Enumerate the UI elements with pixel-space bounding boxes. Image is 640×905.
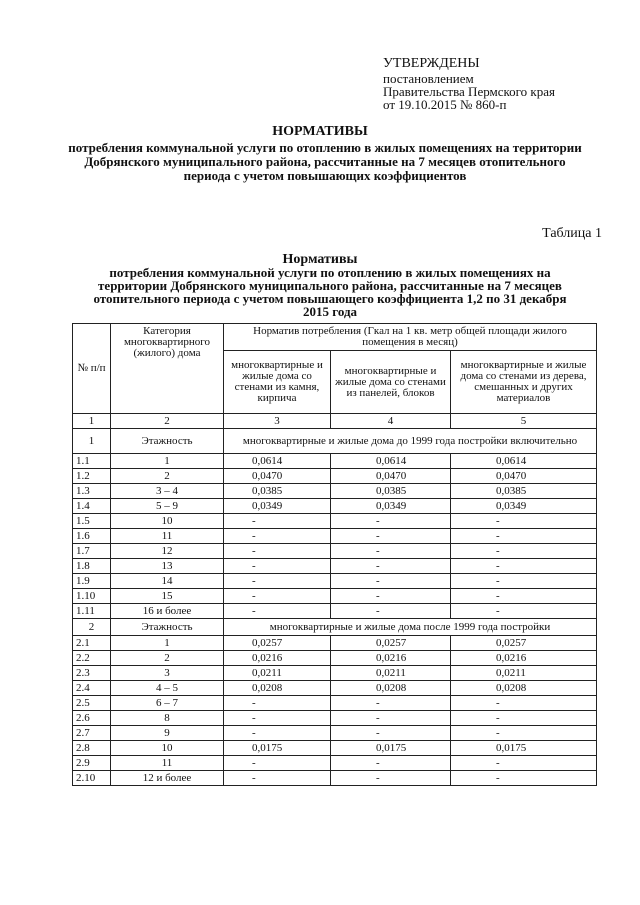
row-value-panel: 0,0470: [331, 469, 451, 484]
row-value-wood: -: [451, 574, 597, 589]
row-category: 1: [111, 636, 224, 651]
row-num: 2.5: [73, 696, 111, 711]
row-value-wood: -: [451, 514, 597, 529]
row-value-panel: -: [331, 529, 451, 544]
row-value-wood: -: [451, 529, 597, 544]
main-subtitle: потребления коммунальной услуги по отоплению в жилых помещениях на территории Добрянского муниципального района, рассчитанные на 7 месяцев отопительного периода с учетом повышающих коэффициентов: [68, 140, 582, 183]
table-row: [73, 514, 597, 529]
row-value-wood: -: [451, 726, 597, 741]
table-number: Таблица 1: [542, 226, 602, 241]
row-value-stone: -: [224, 529, 331, 544]
row-value-panel: 0,0349: [331, 499, 451, 514]
table-row: [73, 771, 597, 786]
row-category: 2: [111, 469, 224, 484]
row-category: 12 и более: [111, 771, 224, 786]
row-category: 8: [111, 711, 224, 726]
row-num: 1.8: [73, 559, 111, 574]
approval-line-1: УТВЕРЖДЕНЫ: [383, 56, 480, 71]
col-number: 1: [73, 414, 111, 429]
row-category: 16 и более: [111, 604, 224, 619]
row-value-stone: 0,0211: [224, 666, 331, 681]
row-value-wood: 0,0211: [451, 666, 597, 681]
approval-block: [383, 56, 555, 111]
row-value-panel: 0,0211: [331, 666, 451, 681]
row-value-stone: 0,0216: [224, 651, 331, 666]
row-value-wood: -: [451, 696, 597, 711]
row-value-wood: 0,0614: [451, 454, 597, 469]
row-value-panel: -: [331, 756, 451, 771]
row-value-wood: 0,0385: [451, 484, 597, 499]
row-value-wood: -: [451, 559, 597, 574]
row-category: 6 – 7: [111, 696, 224, 711]
table-row: [73, 651, 597, 666]
row-value-wood: 0,0257: [451, 636, 597, 651]
section-row: [73, 619, 597, 636]
table-row: [73, 666, 597, 681]
row-num: 1.11: [73, 604, 111, 619]
row-value-stone: -: [224, 559, 331, 574]
header-norm: Норматив потребления (Гкал на 1 кв. метр общей площади жилого помещения в месяц): [224, 324, 597, 351]
row-value-wood: -: [451, 544, 597, 559]
row-category: 11: [111, 756, 224, 771]
table-row: [73, 529, 597, 544]
table-row: [73, 636, 597, 651]
table-row: [73, 741, 597, 756]
row-num: 1.6: [73, 529, 111, 544]
table-row: [73, 711, 597, 726]
row-value-panel: -: [331, 574, 451, 589]
table-subtitle: потребления коммунальной услуги по отоплению в жилых помещениях на территории Добрянского муниципального района, рассчитанные на 7 месяцев отопительного периода с учетом повышающего коэффициента 1,2 по 31 декабря 2015 года: [93, 265, 567, 319]
col-number: 2: [111, 414, 224, 429]
row-value-panel: 0,0175: [331, 741, 451, 756]
row-category: 9: [111, 726, 224, 741]
row-category: 10: [111, 741, 224, 756]
row-value-panel: 0,0257: [331, 636, 451, 651]
row-num: 2.4: [73, 681, 111, 696]
row-value-panel: -: [331, 771, 451, 786]
section-label: многоквартирные и жилые дома до 1999 года постройки включительно: [224, 429, 597, 454]
row-value-stone: 0,0175: [224, 741, 331, 756]
col-number: 3: [224, 414, 331, 429]
row-num: 1.10: [73, 589, 111, 604]
row-value-stone: -: [224, 756, 331, 771]
row-value-stone: -: [224, 726, 331, 741]
column-number-row: [73, 414, 597, 429]
row-category: 3 – 4: [111, 484, 224, 499]
row-value-panel: -: [331, 711, 451, 726]
row-num: 1.5: [73, 514, 111, 529]
row-category: 13: [111, 559, 224, 574]
header-sub-wood: многоквартирные и жилые дома со стенами из дерева, смешанных и других материалов: [451, 351, 597, 414]
header-sub-panel: многоквартирные и жилые дома со стенами из панелей, блоков: [331, 351, 451, 414]
row-value-panel: -: [331, 544, 451, 559]
row-value-wood: -: [451, 771, 597, 786]
header-sub-stone: многоквартирные и жилые дома со стенами из камня, кирпича: [224, 351, 331, 414]
row-num: 1.3: [73, 484, 111, 499]
row-num: 2.1: [73, 636, 111, 651]
row-num: 2.9: [73, 756, 111, 771]
row-value-wood: 0,0175: [451, 741, 597, 756]
table-row: [73, 469, 597, 484]
row-num: 1.9: [73, 574, 111, 589]
main-title: НОРМАТИВЫ: [272, 124, 368, 139]
col-number: 5: [451, 414, 597, 429]
row-value-panel: -: [331, 514, 451, 529]
row-value-wood: 0,0208: [451, 681, 597, 696]
table-row: [73, 544, 597, 559]
row-value-stone: 0,0385: [224, 484, 331, 499]
row-value-wood: -: [451, 711, 597, 726]
row-value-stone: -: [224, 711, 331, 726]
row-num: 2.7: [73, 726, 111, 741]
row-num: 2.10: [73, 771, 111, 786]
table-row: [73, 574, 597, 589]
section-row: [73, 429, 597, 454]
row-num: 2.8: [73, 741, 111, 756]
row-category: 2: [111, 651, 224, 666]
row-num: 1.7: [73, 544, 111, 559]
row-category: 12: [111, 544, 224, 559]
section-category: Этажность: [111, 429, 224, 454]
row-value-panel: 0,0614: [331, 454, 451, 469]
row-num: 2.3: [73, 666, 111, 681]
approval-line-4: от 19.10.2015 № 860-п: [383, 97, 507, 112]
approval-line-3: Правительства Пермского края: [383, 84, 555, 99]
row-value-wood: -: [451, 756, 597, 771]
row-value-stone: 0,0470: [224, 469, 331, 484]
row-category: 15: [111, 589, 224, 604]
row-value-panel: -: [331, 559, 451, 574]
row-value-stone: -: [224, 696, 331, 711]
table-row: [73, 499, 597, 514]
row-category: 11: [111, 529, 224, 544]
table-row: [73, 681, 597, 696]
row-value-panel: -: [331, 696, 451, 711]
table-row: [73, 726, 597, 741]
row-num: 1.4: [73, 499, 111, 514]
header-category: Категория многоквартирного (жилого) дома: [111, 324, 224, 414]
table-row: [73, 696, 597, 711]
row-num: 1.2: [73, 469, 111, 484]
table-title: Нормативы: [282, 252, 358, 267]
row-category: 3: [111, 666, 224, 681]
row-value-panel: 0,0216: [331, 651, 451, 666]
row-value-stone: 0,0349: [224, 499, 331, 514]
row-category: 5 – 9: [111, 499, 224, 514]
row-value-panel: 0,0208: [331, 681, 451, 696]
row-value-stone: -: [224, 544, 331, 559]
row-value-panel: -: [331, 604, 451, 619]
table-header-row: [73, 324, 597, 351]
table-row: [73, 604, 597, 619]
table-row: [73, 484, 597, 499]
table-row: [73, 454, 597, 469]
row-value-wood: 0,0470: [451, 469, 597, 484]
row-value-stone: 0,0257: [224, 636, 331, 651]
row-category: 14: [111, 574, 224, 589]
approval-line-2: постановлением: [383, 71, 474, 86]
row-value-wood: -: [451, 604, 597, 619]
table-row: [73, 589, 597, 604]
section-num: 2: [73, 619, 111, 636]
row-value-stone: -: [224, 604, 331, 619]
row-num: 2.6: [73, 711, 111, 726]
row-value-stone: 0,0208: [224, 681, 331, 696]
row-value-stone: -: [224, 514, 331, 529]
table-row: [73, 559, 597, 574]
norms-table: [72, 323, 597, 786]
row-category: 10: [111, 514, 224, 529]
row-value-panel: -: [331, 589, 451, 604]
section-category: Этажность: [111, 619, 224, 636]
row-value-wood: -: [451, 589, 597, 604]
row-category: 4 – 5: [111, 681, 224, 696]
row-value-wood: 0,0349: [451, 499, 597, 514]
row-num: 1.1: [73, 454, 111, 469]
row-num: 2.2: [73, 651, 111, 666]
table-row: [73, 756, 597, 771]
row-value-panel: -: [331, 726, 451, 741]
section-num: 1: [73, 429, 111, 454]
row-category: 1: [111, 454, 224, 469]
row-value-stone: -: [224, 589, 331, 604]
row-value-stone: 0,0614: [224, 454, 331, 469]
section-label: многоквартирные и жилые дома после 1999 года постройки: [224, 619, 597, 636]
row-value-stone: -: [224, 771, 331, 786]
row-value-wood: 0,0216: [451, 651, 597, 666]
row-value-panel: 0,0385: [331, 484, 451, 499]
row-value-stone: -: [224, 574, 331, 589]
col-number: 4: [331, 414, 451, 429]
header-num: № п/п: [73, 324, 111, 414]
